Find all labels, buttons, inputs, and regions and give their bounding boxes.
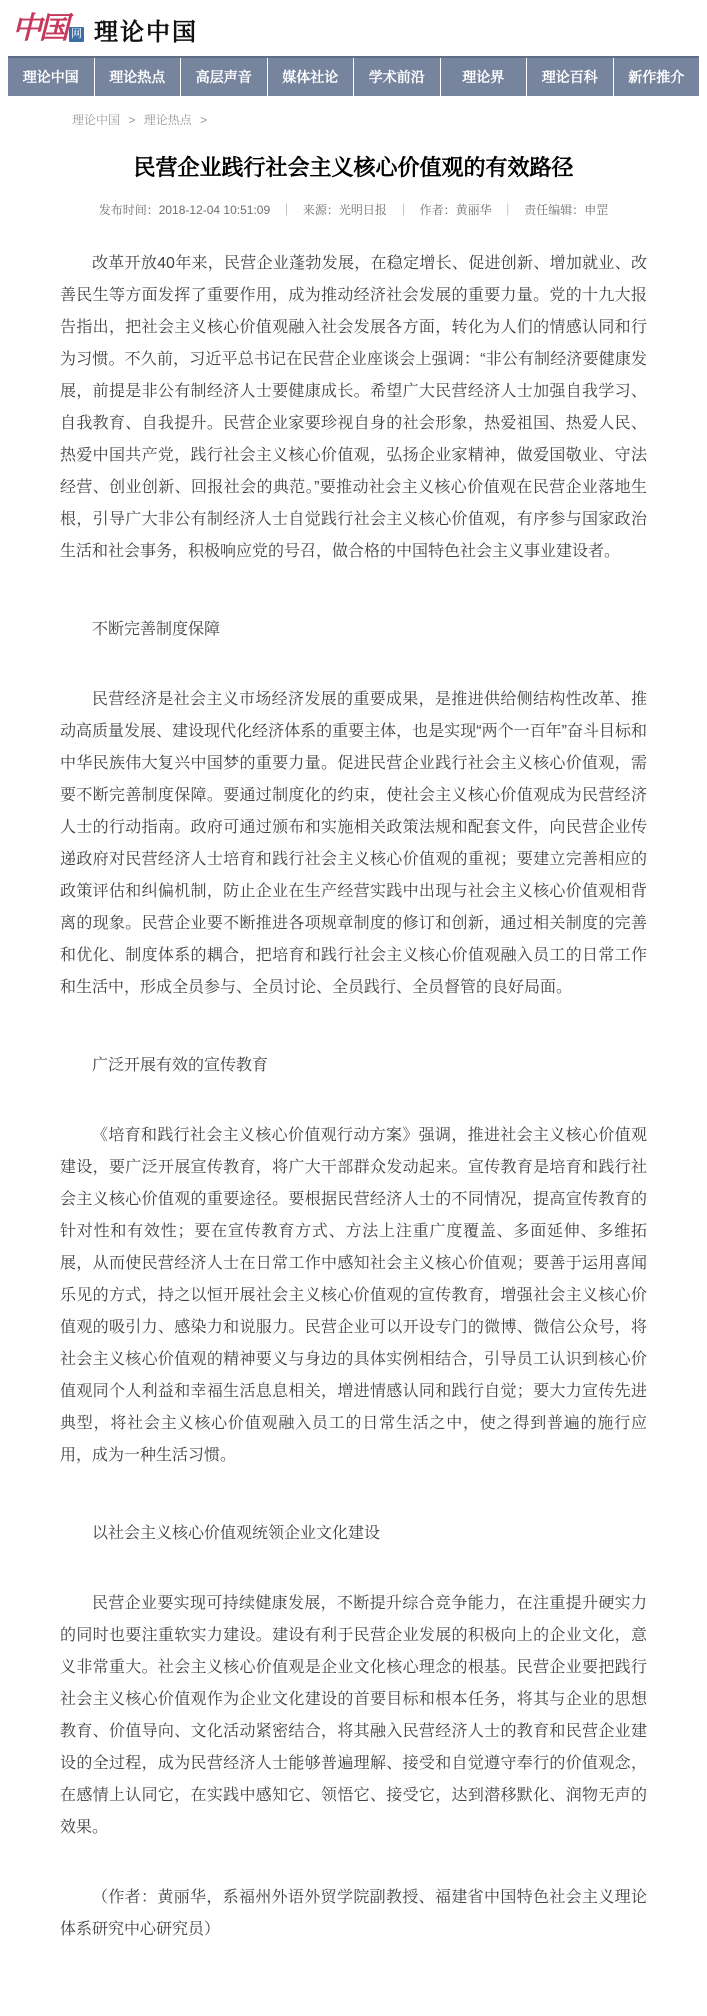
article-body bbox=[60, 248, 647, 1946]
section-heading-corporate-culture: 以社会主义核心价值观统领企业文化建设 bbox=[92, 1524, 381, 1542]
meta-editor: 责任编辑：申罡 bbox=[524, 202, 609, 217]
meta-separator: ｜ bbox=[501, 202, 514, 217]
china-net-logo[interactable] bbox=[12, 14, 84, 44]
article-paragraph: 民营企业要实现可持续健康发展，不断提升综合竞争能力，在注重提升硬实力的同时也要注重软实力建设。建设有利于民营企业发展的积极向上的企业文化，意义非常重大。社会主义核心价值观是企业文化核心理念的根基。民营企业要把践行社会主义核心价值观作为企业文化建设的首要目标和根本任务，将其与企业的思想教育、价值导向、文化活动紧密结合，将其融入民营经济人士的教育和民营企业建设的全过程，成为民营经济人士能够普遍理解、接受和自觉遵守奉行的价值观念，在感情上认同它，在实践中感知它、领悟它、接受它，达到潜移默化、润物无声的效果。 bbox=[60, 1594, 647, 1836]
nav-item-hot-topics[interactable]: 理论热点 bbox=[95, 58, 182, 96]
site-header bbox=[0, 0, 707, 56]
article bbox=[0, 153, 707, 2016]
author-note: （作者：黄丽华，系福州外语外贸学院副教授、福建省中国特色社会主义理论体系研究中心研究员） bbox=[60, 1888, 647, 1938]
section-heading-institutional-guarantee: 不断完善制度保障 bbox=[92, 620, 221, 638]
nav-item-top-voices[interactable]: 高层声音 bbox=[181, 58, 268, 96]
logo-wang-badge: 网 bbox=[71, 28, 82, 40]
breadcrumb-separator: > bbox=[200, 113, 208, 127]
nav-item-new-works[interactable]: 新作推介 bbox=[628, 69, 685, 85]
article-meta bbox=[60, 201, 647, 218]
nav-item-media-editorials[interactable]: 媒体社论 bbox=[268, 58, 355, 96]
article-paragraph: 改革开放40年来，民营企业蓬勃发展，在稳定增长、促进创新、增加就业、改善民生等方面发挥了重要作用，成为推动经济社会发展的重要力量。党的十九大报告指出，把社会主义核心价值观融入社会发展各方面，转化为人们的情感认同和行为习惯。不久前，习近平总书记在民营企业座谈会上强调：“非公有制经济要健康发展，前提是非公有制经济人士要健康成长。希望广大民营经济人士加强自我学习、自我教育、自我提升。民营企业家要珍视自身的社会形象，热爱祖国、热爱人民、热爱中国共产党，践行社会主义核心价值观，弘扬企业家精神，做爱国敬业、守法经营、创业创新、回报社会的典范。”要推动社会主义核心价值观在民营企业落地生根，引导广大非公有制经济人士自觉践行社会主义核心价值观，有序参与国家政治生活和社会事务，积极响应党的号召，做合格的中国特色社会主义事业建设者。 bbox=[60, 254, 647, 560]
breadcrumb-item-theory-china[interactable]: 理论中国 bbox=[72, 113, 121, 127]
article-paragraph: 《培育和践行社会主义核心价值观行动方案》强调，推进社会主义核心价值观建设，要广泛开展宣传教育，将广大干部群众发动起来。宣传教育是培育和践行社会主义核心价值观的重要途径。要根据民营经济人士的不同情况，提高宣传教育的针对性和有效性；要在宣传教育方式、方法上注重广度覆盖、多面延伸、多维拓展，从而使民营经济人士在日常工作中感知社会主义核心价值观；要善于运用喜闻乐见的方式，持之以恒开展社会主义核心价值观的宣传教育，增强社会主义核心价值观的吸引力、感染力和说服力。民营企业可以开设专门的微博、微信公众号，将社会主义核心价值观的精神要义与身边的具体实例相结合，引导员工认识到核心价值观同个人利益和幸福生活息息相关，增进情感认同和践行自觉；要大力宣传先进典型，将社会主义核心价值观融入员工的日常生活之中，使之得到普遍的施行应用，成为一种生活习惯。 bbox=[60, 1126, 647, 1464]
meta-author: 作者：黄丽华 bbox=[419, 202, 492, 217]
article-paragraph: 民营经济是社会主义市场经济发展的重要成果，是推进供给侧结构性改革、推动高质量发展、建设现代化经济体系的重要主体，也是实现“两个一百年”奋斗目标和中华民族伟大复兴中国梦的重要力量。促进民营企业践行社会主义核心价值观，需要不断完善制度保障。要通过制度化的约束，使社会主义核心价值观成为民营经济人士的行动指南。政府可通过颁布和实施相关政策法规和配套文件，向民营企业传递政府对民营经济人士培育和践行社会主义核心价值观的重视；要建立完善相应的政策评估和纠偏机制，防止企业在生产经营实践中出现与社会主义核心价值观相背离的现象。民营企业要不断推进各项规章制度的修订和创新，通过相关制度的完善和优化、制度体系的耦合，把培育和践行社会主义核心价值观融入员工的日常工作和生活中，形成全员参与、全员讨论、全员践行、全员督管的良好局面。 bbox=[60, 690, 647, 996]
nav-item-theory-china[interactable]: 理论中国 bbox=[8, 58, 95, 96]
nav-item-academic-frontier[interactable]: 学术前沿 bbox=[354, 58, 441, 96]
meta-separator: ｜ bbox=[397, 202, 410, 217]
site-title[interactable]: 理论中国 bbox=[94, 18, 198, 46]
breadcrumb-separator: > bbox=[128, 113, 136, 127]
breadcrumb bbox=[72, 111, 707, 128]
logo-zhongguo-glyph: 中国 bbox=[12, 12, 66, 45]
section-heading-publicity-education: 广泛开展有效的宣传教育 bbox=[92, 1056, 269, 1074]
meta-separator: ｜ bbox=[280, 202, 293, 217]
nav-item-theory-encyclopedia[interactable]: 理论百科 bbox=[527, 58, 614, 96]
nav-item-theory-circle[interactable]: 理论界 bbox=[441, 58, 528, 96]
breadcrumb-item-hot-topics[interactable]: 理论热点 bbox=[143, 113, 192, 127]
main-nav bbox=[8, 56, 699, 96]
meta-source: 来源：光明日报 bbox=[302, 202, 387, 217]
article-title: 民营企业践行社会主义核心价值观的有效路径 bbox=[133, 155, 574, 180]
meta-publish-time: 发布时间：2018-12-04 10:51:09 bbox=[98, 202, 271, 217]
